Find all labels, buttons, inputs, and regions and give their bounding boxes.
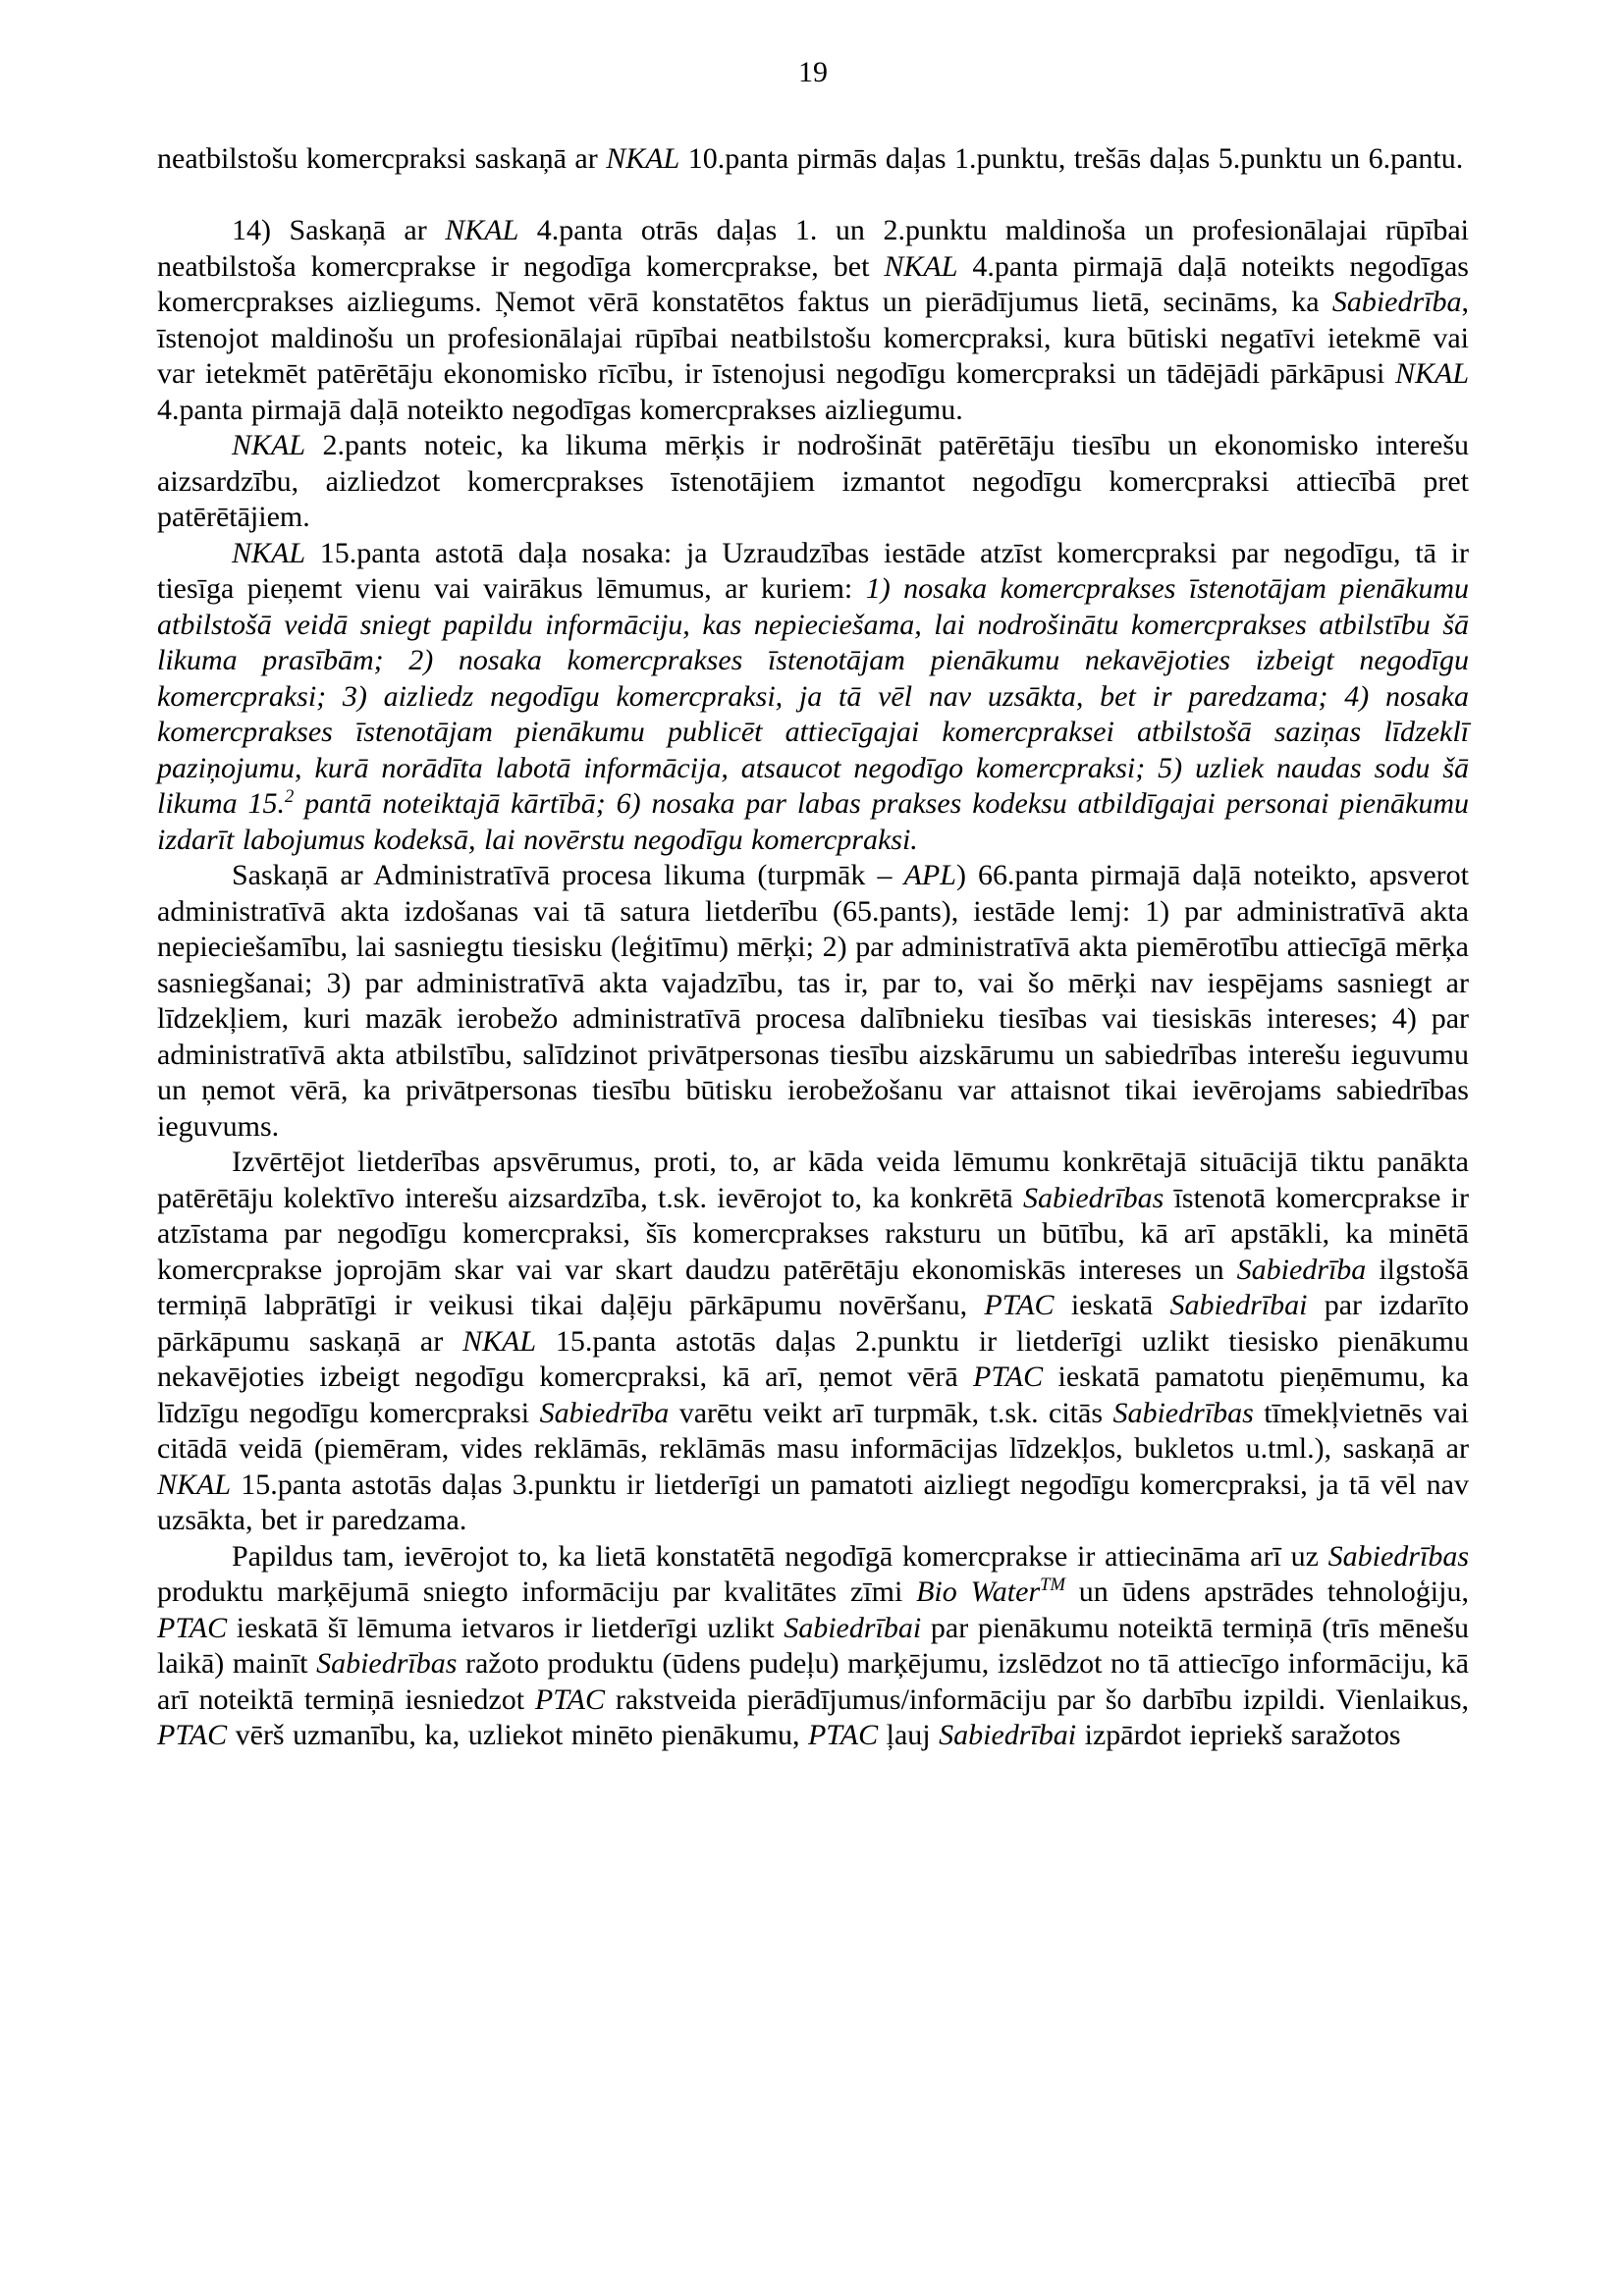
text-segment: ) 66.panta pirmajā daļā noteikto, apsverot administratīvā akta izdošanas vai tā satura lietderību (65.pants), iestāde lemj: 1) par administratīvā akta nepieciešamību, lai sasniegtu tiesisku (leģitīmu) mērķi; 2) par administratīvā akta piemērotību attiecīgā mērķa sasniegšanai; 3) par administratīvā akta vajadzību, tas ir, par to, vai šo mērķi nav iespējams sasniegt ar līdzekļiem, kuri mazāk ierobežo administratīvā procesa dalībnieku tiesības vai tiesiskās intereses; 4) par administratīvā akta atbilstību, salīdzinot privātpersonas tiesību aizskārumu un sabiedrības interešu ieguvumu un ņemot vērā, ka privātpersonas tiesību būtisku ierobežošanu var attaisnot tikai ievērojams sabiedrības ieguvums. [157, 859, 1470, 1143]
text-segment-italic: NKAL [445, 214, 519, 246]
text-segment-italic: NKAL [232, 429, 306, 461]
text-segment-italic: PTAC [807, 1719, 879, 1751]
text-segment: , īstenojot maldinošu un profesionālajai rūpībai neatbilstošu komercpraksi, kura būtiski negatīvi ietekmē vai var ietekmēt patērētāju ekonomisko rīcību, ir īstenojusi negodīgu komercpraksi un tādējādi pārkāpusi [157, 286, 1469, 390]
text-segment: 15.panta astotās daļas 3.punktu ir lietderīgi un pamatoti aizliegt negodīgu komercpraksi, ja tā vēl nav uzsākta, bet ir paredzama. [157, 1468, 1469, 1536]
text-segment: tīmekļvietnēs vai citādā veidā (piemēram, vides reklāmās, reklāmās masu informācijas līdzekļos, bukletos u.tml.), saskaņā ar [157, 1396, 1469, 1465]
text-segment: 2.pants noteic, ka likuma mērķis ir nodrošināt patērētāju tiesību un ekonomisko interešu aizsardzību, aizliedzot komercprakses īstenotājiem izmantot negodīgu komercpraksi attiecībā pret patērētājiem. [157, 429, 1469, 533]
page-number: 19 [798, 56, 828, 88]
text-segment-italic: Sabiedrības [1327, 1539, 1469, 1573]
text-segment: 14) Saskaņā ar [232, 214, 446, 246]
text-segment: 4.panta pirmajā daļā noteikto negodīgas komercprakses aizliegumu. [157, 393, 963, 426]
text-segment: Izvērtējot lietderības apsvērumus, proti, to, ar kāda veida lēmumu konkrētajā situācijā tiktu panākta patērētāju kolektīvo interešu aizsardzība, t.sk. ievērojot to, ka konkrētā [157, 1146, 1469, 1214]
text-segment-italic: Sabiedrības [1112, 1396, 1254, 1429]
text-segment-italic: pantā noteiktajā kārtībā; 6) nosaka par labas prakses kodeksu atbildīgajai personai pienākumu izdarīt labojumus kodeksā, lai novērstu negodīgu komercpraksi. [157, 787, 1469, 856]
text-segment-italic: NKAL [884, 249, 958, 283]
text-segment-italic: PTAC [973, 1361, 1044, 1393]
document-content [157, 141, 1469, 1754]
paragraph [157, 428, 1469, 536]
text-segment: ilgstošā termiņā labprātīgi ir veikusi tikai daļēju pārkāpumu novēršanu, [157, 1253, 1469, 1321]
text-segment-italic: PTAC [534, 1682, 606, 1716]
text-segment-italic: PTAC [157, 1611, 228, 1644]
text-segment: ražoto produktu (ūdens pudeļu) marķējumu, izslēdzot no tā attiecīgo informāciju, kā arī noteiktā termiņā iesniedzot [157, 1647, 1469, 1716]
text-segment-italic: NKAL [1394, 357, 1469, 390]
text-segment-italic: Sabiedrības [1023, 1181, 1164, 1214]
text-segment-italic: NKAL [157, 1468, 232, 1501]
text-segment: neatbilstošu komercpraksi saskaņā ar [157, 142, 607, 175]
text-segment: īstenotā komercprakse ir atzīstama par negodīgu komercpraksi, šīs komercprakses raksturu un būtību, kā arī apstākli, ka minētā komercprakse joprojām skar vai var skart daudzu patērētāju ekonomiskās intereses un [157, 1181, 1469, 1286]
text-segment-italic: APL [903, 859, 956, 891]
paragraph [157, 536, 1469, 859]
text-segment: ieskatā pamatotu pieņēmumu, ka līdzīgu negodīgu komercpraksi [157, 1361, 1469, 1429]
text-segment-italic: PTAC [984, 1289, 1055, 1321]
text-segment-italic: NKAL [606, 142, 680, 175]
text-segment: vērš uzmanību, ka, uzliekot minēto pienākumu, [227, 1719, 808, 1751]
text-segment: varētu veikt arī turpmāk, t.sk. citās [669, 1396, 1113, 1429]
text-segment: Papildus tam, ievērojot to, ka lietā konstatētā negodīgā komercprakse ir attiecināma arī uz [232, 1539, 1328, 1573]
text-segment-italic: 1) nosaka komercprakses īstenotājam pienākumu atbilstošā veidā sniegt papildu informāciju, kas nepieciešama, lai nodrošinātu komercprakses atbilstību šā likuma prasībām; 2) nosaka komercprakses īstenotājam pienākumu nekavējoties izbeigt negodīgu komercpraksi; 3) aizliedz negodīgu komercpraksi, ja tā vēl nav uzsākta, bet ir paredzama; 4) nosaka komercprakses īstenotājam pienākumu publicēt attiecīgajai komercpraksei atbilstošā saziņas līdzeklī paziņojumu, kurā norādīta labotā informācija, atsaucot negodīgo komercpraksi; 5) uzliek naudas sodu šā likuma 15. [157, 572, 1469, 820]
text-segment-italic: TM [1040, 1575, 1065, 1595]
text-segment: ieskatā šī lēmuma ietvaros ir lietderīgi uzlikt [227, 1611, 785, 1644]
text-segment: par pienākumu noteiktā termiņā (trīs mēnešu laikā) mainīt [157, 1611, 1469, 1680]
text-segment: ieskatā [1054, 1289, 1170, 1321]
text-segment: izpārdot iepriekš saražotos [1076, 1719, 1401, 1751]
text-segment-italic: Sabiedrības [316, 1647, 458, 1680]
text-segment: par izdarīto pārkāpumu saskaņā ar [157, 1289, 1469, 1358]
paragraph [157, 141, 1469, 178]
text-segment-italic: Sabiedrība [539, 1396, 670, 1429]
text-segment: ļauj [878, 1719, 940, 1751]
text-segment-italic: Sabiedrībai [1169, 1289, 1308, 1321]
text-segment-italic: NKAL [462, 1324, 537, 1358]
text-segment-italic: Sabiedrībai [784, 1611, 922, 1644]
text-segment: 4.panta otrās daļas 1. un 2.punktu maldinoša un profesionālajai rūpībai neatbilstoša komercprakse ir negodīga komercprakse, bet [157, 214, 1469, 283]
paragraph [157, 858, 1469, 1145]
text-segment: 4.panta pirmajā daļā noteikts negodīgas komercprakses aizliegums. Ņemot vērā konstatētos faktus un pierādījumus lietā, secināms, ka [157, 249, 1469, 318]
text-segment: 10.panta pirmās daļas 1.punktu, trešās daļas 5.punktu un 6.pantu. [679, 142, 1464, 175]
text-segment-italic: 2 [285, 786, 295, 807]
text-segment-italic: Sabiedrībai [939, 1719, 1077, 1751]
text-segment: un ūdens apstrādes tehnoloģiju, [1064, 1575, 1469, 1608]
text-segment-italic: Bio Water [916, 1575, 1041, 1608]
paragraph [157, 1145, 1469, 1539]
text-segment: rakstveida pierādījumus/informāciju par šo darbību izpildi. Vienlaikus, [605, 1682, 1469, 1716]
text-segment: 15.panta astotās daļas 2.punktu ir lietderīgi uzlikt tiesisko pienākumu nekavējoties izbeigt negodīgu komercpraksi, kā arī, ņemot vērā [157, 1324, 1469, 1393]
text-segment-italic: PTAC [157, 1719, 228, 1751]
text-segment: 15.panta astotā daļa nosaka: ja Uzraudzības iestāde atzīst komercpraksi par negodīgu, tā ir tiesīga pieņemt vienu vai vairākus lēmumus, ar kuriem: [157, 536, 1469, 605]
paragraph [157, 1539, 1469, 1754]
text-segment-italic: NKAL [232, 536, 306, 569]
text-segment: produktu marķējumā sniegto informāciju par kvalitātes zīmi [157, 1575, 917, 1608]
text-segment-italic: Sabiedrība [1236, 1253, 1367, 1286]
text-segment-italic: Sabiedrība [1331, 286, 1462, 318]
paragraph [157, 213, 1469, 428]
text-segment: Saskaņā ar Administratīvā procesa likuma (turpmāk – [232, 859, 904, 891]
